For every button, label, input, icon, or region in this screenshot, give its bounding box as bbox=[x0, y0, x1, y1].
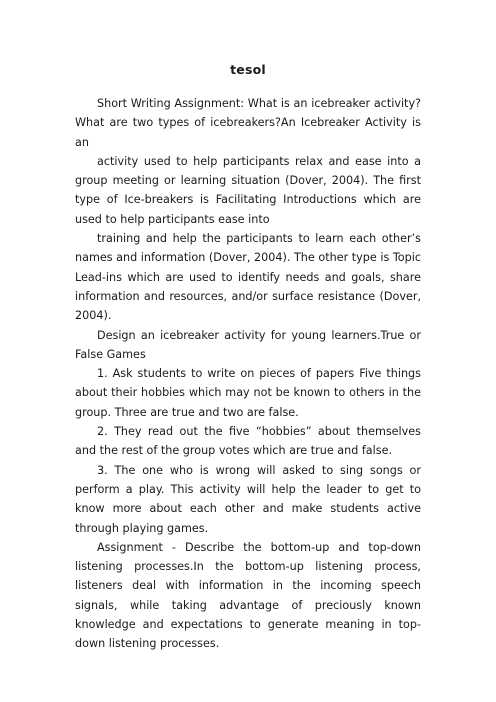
paragraph-8: Assignment - Describe the bottom-up and top-down listening processes.In the bottom-up listening process, listeners deal with information in the incoming speech signals, while taking advantage of preciously known knowledge and expectations to generate meaning in top-down listening processes. bbox=[75, 540, 421, 651]
document-body bbox=[75, 94, 421, 654]
paragraph-4: Design an icebreaker activity for young learners.True or False Games bbox=[75, 328, 421, 361]
paragraph-5: 1. Ask students to write on pieces of papers Five things about their hobbies which may not be known to others in the group. Three are true and two are false. bbox=[75, 367, 421, 419]
paragraph-3: training and help the participants to learn each other’s names and information (Dover, 2004). The other type is Topic Lead-ins which are used to identify needs and goals, share information and resources, and/or surface resistance (Dover, 2004). bbox=[75, 232, 421, 323]
document-title: tesol bbox=[230, 62, 266, 77]
paragraph-6: 2. They read out the five “hobbies” about themselves and the rest of the group votes which are true and false. bbox=[75, 425, 421, 458]
paragraph-1: Short Writing Assignment: What is an icebreaker activity? What are two types of icebreakers?An Icebreaker Activity is an bbox=[75, 97, 421, 149]
paragraph-7: 3. The one who is wrong will asked to sing songs or perform a play. This activity will help the leader to get to know more about each other and make students active through playing games. bbox=[75, 463, 421, 535]
paragraph-2: activity used to help participants relax and ease into a group meeting or learning situation (Dover, 2004). The first type of Ice-breakers is Facilitating Introductions which are used to help participants ease into bbox=[75, 154, 421, 226]
